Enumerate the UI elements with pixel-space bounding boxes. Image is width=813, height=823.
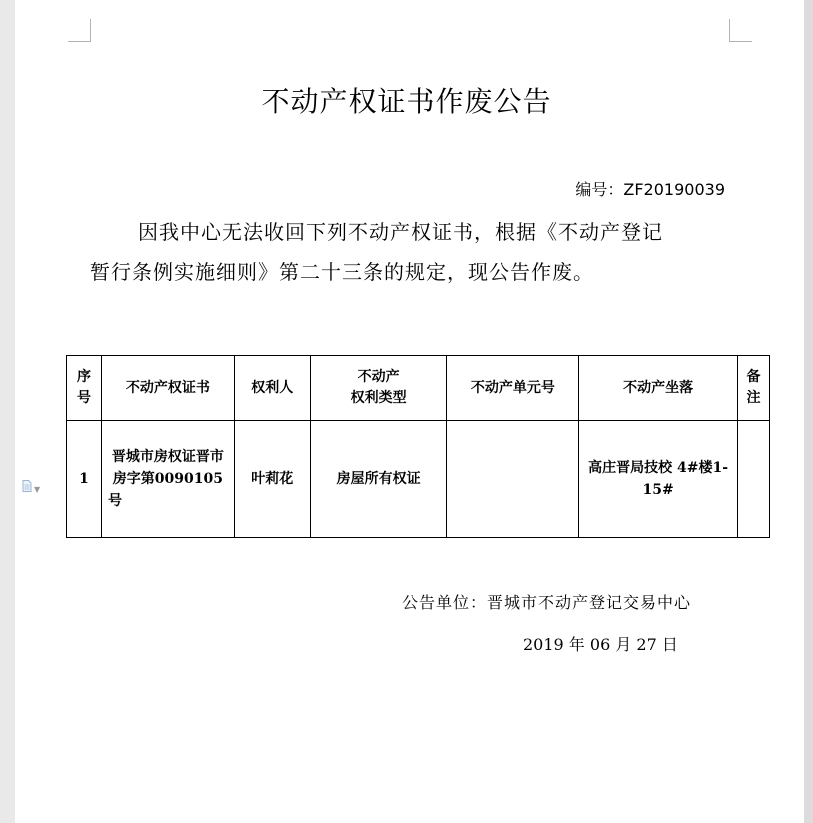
issuing-unit: 公告单位：晋城市不动产登记交易中心 xyxy=(402,593,692,612)
margin-corner-top-right xyxy=(729,19,752,42)
header-remark: 备注 xyxy=(737,356,769,421)
cell-owner: 叶莉花 xyxy=(234,421,310,538)
header-type-line2: 权利类型 xyxy=(350,390,407,406)
cell-cert: 晋城市房权证晋市房字第0090105号 xyxy=(101,421,234,538)
left-gutter xyxy=(0,0,15,823)
document-title: 不动产权证书作废公告 xyxy=(261,85,552,118)
header-seq: 序号 xyxy=(67,356,102,421)
cell-location: 高庄晋局技校 4#楼1-15# xyxy=(579,421,738,538)
margin-corner-top-left xyxy=(68,19,91,42)
header-type xyxy=(310,356,447,421)
cell-seq: 1 xyxy=(67,421,102,538)
header-location: 不动产坐落 xyxy=(579,356,738,421)
body-line-2: 暂行条例实施细则》第二十三条的规定，现公告作废。 xyxy=(90,260,594,284)
cell-unit-no xyxy=(447,421,579,538)
header-type-line1: 不动产 xyxy=(357,369,400,385)
chevron-down-icon: ▼ xyxy=(34,485,41,494)
cell-type: 房屋所有权证 xyxy=(310,421,447,538)
notice-table xyxy=(66,355,770,538)
header-cert: 不动产权证书 xyxy=(101,356,234,421)
body-line-1: 因我中心无法收回下列不动产权证书，根据《不动产登记 xyxy=(138,220,663,244)
table-row xyxy=(67,421,770,538)
document-number: 编号：ZF20190039 xyxy=(575,180,725,199)
cell-remark xyxy=(737,421,769,538)
header-owner: 权利人 xyxy=(234,356,310,421)
paragraph-options-button[interactable] xyxy=(22,480,40,495)
header-unit-no: 不动产单元号 xyxy=(447,356,579,421)
issue-date: 2019 年 06 月 27 日 xyxy=(523,635,678,654)
table-header-row xyxy=(67,356,770,421)
body-paragraph xyxy=(90,212,740,292)
document-icon xyxy=(22,480,32,492)
vertical-scrollbar[interactable] xyxy=(804,0,813,823)
